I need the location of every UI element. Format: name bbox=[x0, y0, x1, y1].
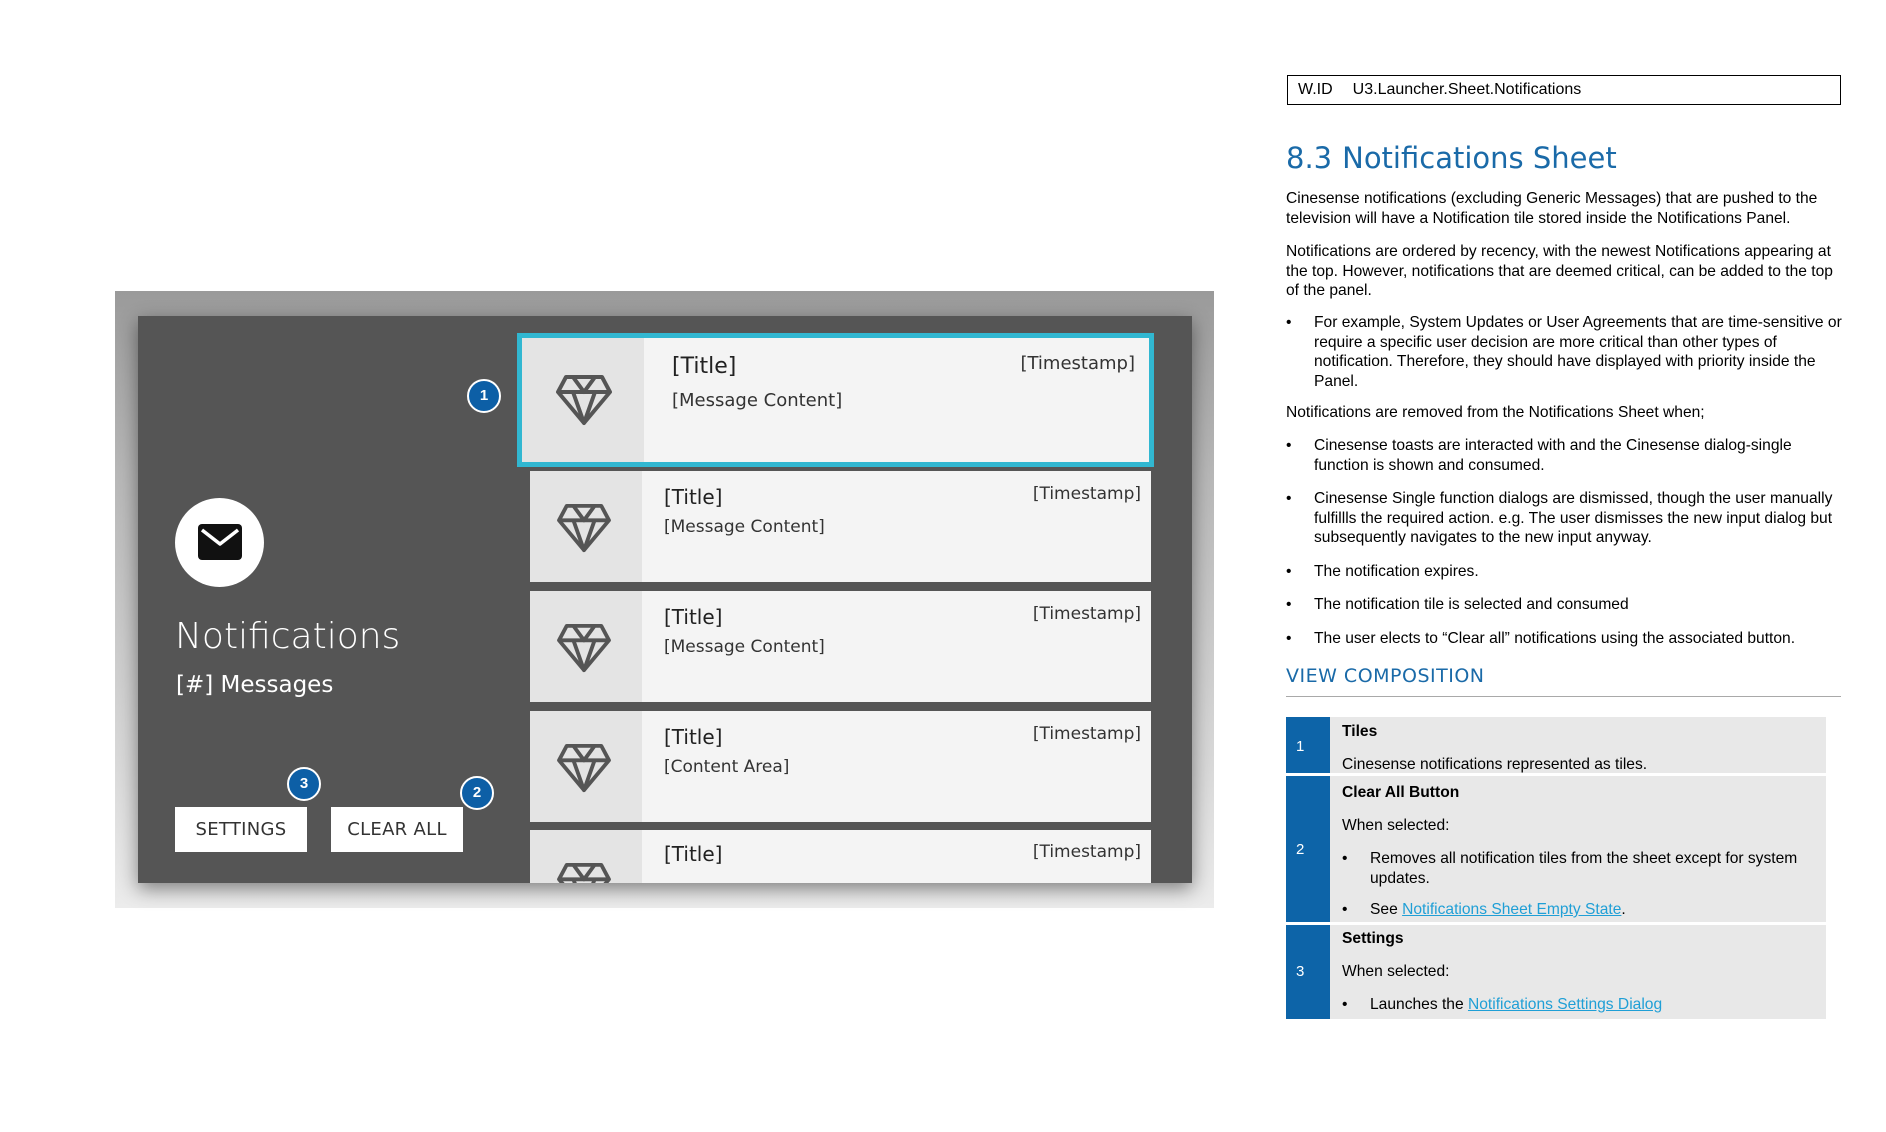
list-item-text: For example, System Updates or User Agreements that are time-sensitive or require a specific user decision are more critical than other types of notification. Therefore, they should have displayed with priority inside the Panel. bbox=[1314, 314, 1842, 390]
notification-tile[interactable] bbox=[530, 591, 1151, 702]
widget-id-value: U3.Launcher.Sheet.Notifications bbox=[1352, 81, 1582, 98]
diamond-icon bbox=[556, 743, 612, 793]
composition-number: 3 bbox=[1286, 925, 1330, 1019]
tile-title: [Title] bbox=[672, 354, 737, 379]
bullet-dot: • bbox=[1286, 596, 1292, 613]
clear-all-button[interactable]: CLEAR ALL bbox=[331, 807, 463, 852]
tile-message: [Message Content] bbox=[664, 637, 825, 657]
composition-title: Clear All Button bbox=[1342, 784, 1460, 801]
list-item-text: Removes all notification tiles from the sheet except for system updates. bbox=[1370, 850, 1798, 887]
list-item-text: The notification expires. bbox=[1314, 563, 1479, 580]
notification-tile-focused[interactable] bbox=[517, 333, 1154, 467]
composition-row bbox=[1286, 717, 1826, 773]
bullet-dot: • bbox=[1342, 850, 1348, 867]
tile-title: [Title] bbox=[664, 725, 723, 749]
tile-timestamp: [Timestamp] bbox=[1032, 724, 1141, 744]
paragraph: Cinesense notifications (excluding Generic Messages) that are pushed to the television will have a Notification tile stored inside the Notifications Panel. bbox=[1286, 190, 1818, 227]
section-heading bbox=[1286, 141, 1617, 175]
bullet-dot: • bbox=[1286, 563, 1292, 580]
list-item-text: Launches the Notifications Settings Dialog bbox=[1370, 996, 1663, 1013]
composition-body bbox=[1342, 925, 1818, 1019]
tile-title: [Title] bbox=[664, 842, 723, 866]
composition-text: When selected: bbox=[1342, 963, 1450, 980]
tile-timestamp: [Timestamp] bbox=[1032, 604, 1141, 624]
callout-badge-2: 2 bbox=[460, 776, 494, 810]
widget-id-label: W.ID bbox=[1298, 81, 1333, 98]
settings-button[interactable]: SETTINGS bbox=[175, 807, 307, 852]
tile-icon-box bbox=[530, 711, 642, 822]
list-item-text: The notification tile is selected and consumed bbox=[1314, 596, 1629, 613]
diamond-icon bbox=[556, 623, 612, 673]
callout-badge-1: 1 bbox=[467, 379, 501, 413]
empty-state-link[interactable]: Notifications Sheet Empty State bbox=[1402, 901, 1622, 918]
bullet-dot: • bbox=[1286, 314, 1292, 331]
tile-icon-box bbox=[530, 830, 642, 883]
composition-text: When selected: bbox=[1342, 817, 1450, 834]
diamond-icon bbox=[556, 503, 612, 553]
bullet-dot: • bbox=[1286, 490, 1292, 507]
tile-icon-box bbox=[522, 338, 644, 462]
list-item-text: See Notifications Sheet Empty State. bbox=[1370, 901, 1626, 918]
tile-icon-box bbox=[530, 471, 642, 582]
notification-tile[interactable] bbox=[530, 711, 1151, 822]
settings-dialog-link[interactable]: Notifications Settings Dialog bbox=[1467, 996, 1663, 1013]
callout-badge-3: 3 bbox=[287, 767, 321, 801]
paragraph: Notifications are ordered by recency, with the newest Notifications appearing at the top. However, notifications that are deemed critical, can be added to the top of the panel. bbox=[1286, 243, 1833, 299]
composition-body bbox=[1342, 717, 1818, 773]
composition-number: 1 bbox=[1286, 717, 1330, 773]
tile-timestamp: [Timestamp] bbox=[1032, 842, 1141, 862]
paragraph: Notifications are removed from the Notifications Sheet when; bbox=[1286, 404, 1705, 421]
composition-body bbox=[1342, 776, 1818, 922]
tile-title: [Title] bbox=[664, 605, 723, 629]
section-number: 8.3 bbox=[1286, 141, 1333, 175]
tile-icon-box bbox=[530, 591, 642, 702]
bullet-dot: • bbox=[1342, 901, 1348, 918]
section-title: Notifications Sheet bbox=[1342, 141, 1617, 175]
divider bbox=[1286, 696, 1841, 697]
tile-message: [Message Content] bbox=[664, 517, 825, 537]
list-item-text: Cinesense Single function dialogs are dismissed, though the user manually fulfillls the required action. e.g. The user dismisses the new input dialog but subsequently navigates to the new input anyway. bbox=[1314, 490, 1833, 546]
diamond-icon bbox=[556, 862, 612, 883]
notification-tile[interactable] bbox=[530, 471, 1151, 582]
panel-message-count: [#] Messages bbox=[176, 672, 334, 698]
bullet-dot: • bbox=[1286, 630, 1292, 647]
diamond-icon bbox=[556, 374, 612, 426]
composition-title: Settings bbox=[1342, 930, 1404, 947]
tile-title: [Title] bbox=[664, 485, 723, 509]
composition-number: 2 bbox=[1286, 776, 1330, 922]
bullet-dot: • bbox=[1286, 437, 1292, 454]
composition-row bbox=[1286, 925, 1826, 1019]
tile-timestamp: [Timestamp] bbox=[1020, 353, 1135, 374]
widget-id-box bbox=[1287, 75, 1841, 105]
view-composition-heading: VIEW COMPOSITION bbox=[1286, 665, 1485, 687]
tile-timestamp: [Timestamp] bbox=[1032, 484, 1141, 504]
notification-tile[interactable] bbox=[530, 830, 1151, 883]
bullet-dot: • bbox=[1342, 996, 1348, 1013]
composition-title: Tiles bbox=[1342, 723, 1378, 740]
tile-message: [Content Area] bbox=[664, 757, 790, 777]
mail-icon bbox=[175, 498, 264, 587]
panel-title: Notifications bbox=[175, 616, 401, 657]
list-item-text: Cinesense toasts are interacted with and the Cinesense dialog-single function is shown and consumed. bbox=[1314, 437, 1792, 474]
composition-row bbox=[1286, 776, 1826, 922]
composition-text: Cinesense notifications represented as tiles. bbox=[1342, 756, 1648, 773]
tile-message: [Message Content] bbox=[672, 390, 843, 411]
list-item-text: The user elects to “Clear all” notifications using the associated button. bbox=[1314, 630, 1796, 647]
